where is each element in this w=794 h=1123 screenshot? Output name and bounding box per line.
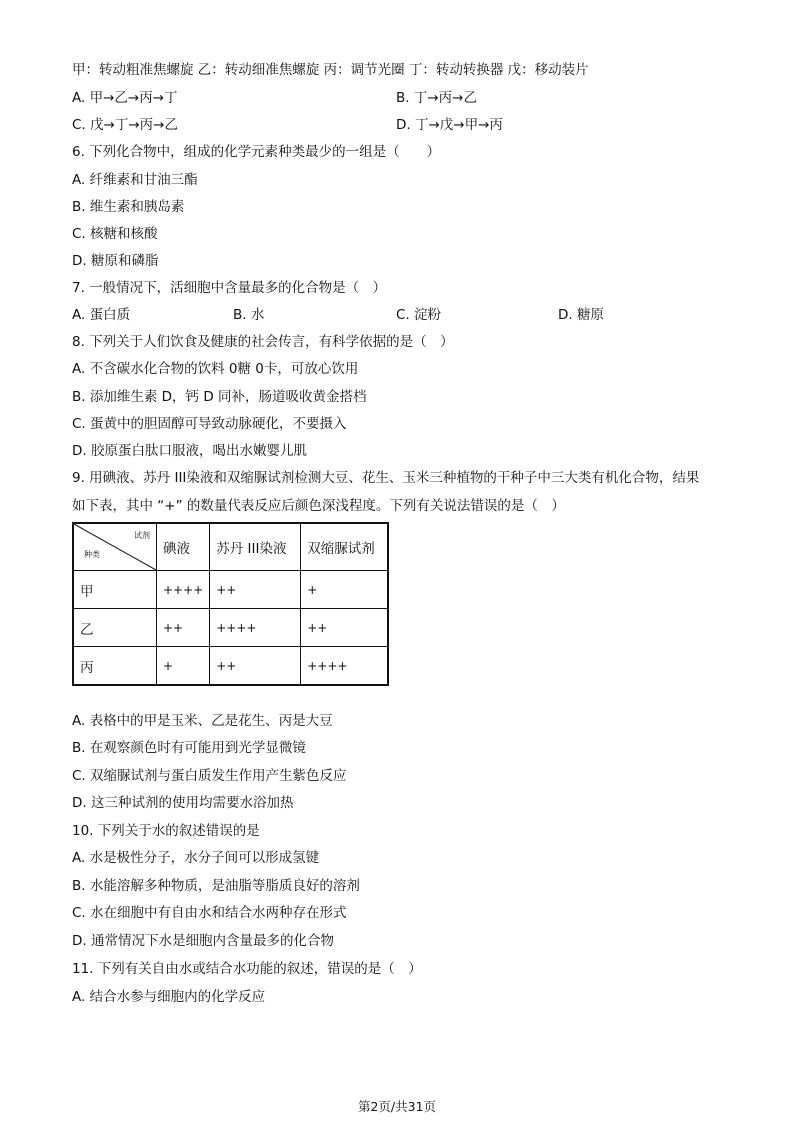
- q8-stem: 8. 下列关于人们饮食及健康的社会传言，有科学依据的是（ ）: [72, 334, 454, 350]
- q10-option-a: A. 水是极性分子，水分子间可以形成氢键: [72, 850, 320, 866]
- table-cell: ++: [210, 571, 301, 609]
- q11-option-a: A. 结合水参与细胞内的化学反应: [72, 989, 266, 1005]
- q5-option-d: D. 丁→戊→甲→丙: [396, 117, 503, 133]
- table-row-label: 甲: [73, 571, 157, 609]
- observation-steps-line: 甲：转动粗准焦螺旋 乙：转动细准焦螺旋 丙：调节光圈 丁：转动转换器 戊：移动装片: [72, 62, 589, 78]
- table-cell: ++++: [301, 647, 389, 686]
- q8-option-b: B. 添加维生素 D，钙 D 同补，肠道吸收黄金搭档: [72, 389, 367, 405]
- q5-options-row-1: [72, 88, 732, 108]
- q11-stem: 11. 下列有关自由水或结合水功能的叙述，错误的是（ ）: [72, 961, 422, 977]
- table-header-cell: 双缩脲试剂: [301, 523, 389, 571]
- q5-option-b: B. 丁→丙→乙: [396, 90, 477, 106]
- table-cell: ++: [301, 609, 389, 647]
- q9-results-table: [72, 522, 389, 686]
- q10-option-b: B. 水能溶解多种物质，是油脂等脂质良好的溶剂: [72, 878, 360, 894]
- q7-option-b: B. 水: [233, 307, 265, 323]
- q6-option-c: C. 核糖和核酸: [72, 226, 158, 242]
- q5-option-a: A. 甲→乙→丙→丁: [72, 90, 178, 106]
- table-cell: ++++: [210, 609, 301, 647]
- table-row: [73, 647, 388, 686]
- q8-option-c: C. 蛋黄中的胆固醇可导致动脉硬化，不要摄入: [72, 416, 347, 432]
- table-row-label: 丙: [73, 647, 157, 686]
- q9-option-d: D. 这三种试剂的使用均需要水浴加热: [72, 795, 294, 811]
- table-cell: ++: [210, 647, 301, 686]
- corner-label-reagent: 试剂: [134, 531, 150, 540]
- q8-option-a: A. 不含碳水化合物的饮料 0糖 0卡，可放心饮用: [72, 361, 359, 377]
- q6-option-d: D. 糖原和磷脂: [72, 253, 159, 269]
- table-header-cell: 苏丹 III染液: [210, 523, 301, 571]
- table-cell: ++++: [157, 571, 210, 609]
- q7-option-d: D. 糖原: [558, 307, 604, 323]
- q6-stem: 6. 下列化合物中，组成的化学元素种类最少的一组是（ ）: [72, 144, 441, 160]
- table-row: [73, 571, 388, 609]
- q8-option-d: D. 胶原蛋白肽口服液，喝出水嫩婴儿肌: [72, 443, 307, 459]
- q9-option-b: B. 在观察颜色时有可能用到光学显微镜: [72, 740, 306, 756]
- table-corner-cell: [73, 523, 157, 571]
- table-header-cell: 碘液: [157, 523, 210, 571]
- table-cell: +: [157, 647, 210, 686]
- q5-options-row-2: [72, 115, 732, 135]
- q7-option-a: A. 蛋白质: [72, 307, 131, 323]
- q6-option-b: B. 维生素和胰岛素: [72, 199, 185, 215]
- table-row-label: 乙: [73, 609, 157, 647]
- corner-label-type: 种类: [84, 550, 100, 559]
- q10-stem: 10. 下列关于水的叙述错误的是: [72, 823, 260, 839]
- q5-option-c: C. 戊→丁→丙→乙: [72, 117, 178, 133]
- q10-option-c: C. 水在细胞中有自由水和结合水两种存在形式: [72, 905, 347, 921]
- q7-option-c: C. 淀粉: [396, 307, 442, 323]
- q9-option-a: A. 表格中的甲是玉米、乙是花生、丙是大豆: [72, 713, 333, 729]
- q7-options-row: [72, 305, 732, 325]
- table-row: [73, 609, 388, 647]
- q9-stem-line-1: 9. 用碘液、苏丹 III染液和双缩脲试剂检测大豆、花生、玉米三种植物的干种子中三大类有机化合物，结果: [72, 470, 700, 486]
- q7-stem: 7. 一般情况下，活细胞中含量最多的化合物是（ ）: [72, 280, 387, 296]
- q9-option-c: C. 双缩脲试剂与蛋白质发生作用产生紫色反应: [72, 768, 347, 784]
- q9-stem-line-2: 如下表，其中 “+” 的数量代表反应后颜色深浅程度。下列有关说法错误的是（ ）: [72, 498, 565, 514]
- q6-option-a: A. 纤维素和甘油三酯: [72, 172, 198, 188]
- q10-option-d: D. 通常情况下水是细胞内含量最多的化合物: [72, 933, 334, 949]
- page-number: 第2页/共31页: [357, 1099, 437, 1114]
- table-cell: +: [301, 571, 389, 609]
- table-cell: ++: [157, 609, 210, 647]
- table-header-row: [73, 523, 388, 571]
